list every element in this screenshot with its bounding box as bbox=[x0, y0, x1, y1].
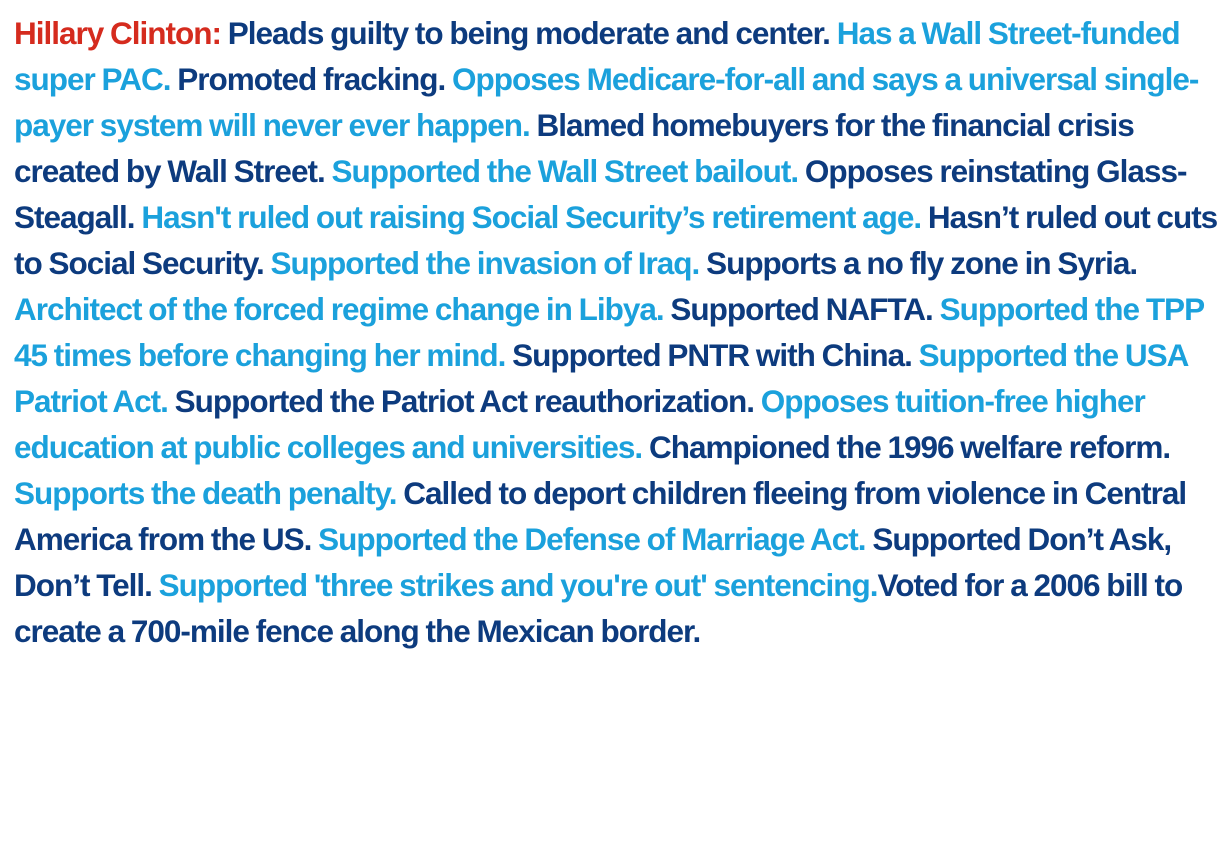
statement-nafta: Supported NAFTA. bbox=[670, 291, 933, 327]
statement-welfare-reform: Championed the 1996 welfare reform. bbox=[648, 429, 1171, 465]
statement-blamed-homebuyers: Blamed homebuyers for the financial crisis created by Wall Street. bbox=[14, 107, 1134, 189]
statement-pntr-china: Supported PNTR with China. bbox=[512, 337, 912, 373]
statement-patriot-act: Supported the USA Patriot Act. bbox=[14, 337, 1188, 419]
statement-dadt: Supported Don’t Ask, Don’t Tell. bbox=[14, 521, 1172, 603]
statement-libya-regime-change: Architect of the forced regime change in Libya. bbox=[14, 291, 664, 327]
statement-tpp: Supported the TPP 45 times before changing her mind. bbox=[14, 291, 1204, 373]
statement-medicare-for-all: Opposes Medicare-for-all and says a universal single-payer system will never ever happen. bbox=[14, 61, 1199, 143]
statement-retirement-age: Hasn't ruled out raising Social Security’s retirement age. bbox=[141, 199, 922, 235]
statements-paragraph bbox=[14, 10, 1219, 654]
statement-pleads-guilty: Pleads guilty to being moderate and center. bbox=[227, 15, 830, 51]
statement-fracking: Promoted fracking. bbox=[177, 61, 446, 97]
statement-deport-children: Called to deport children fleeing from violence in Central America from the US. bbox=[14, 475, 1187, 557]
statement-doma: Supported the Defense of Marriage Act. bbox=[318, 521, 866, 557]
statement-wall-street-bailout: Supported the Wall Street bailout. bbox=[331, 153, 799, 189]
statement-death-penalty: Supports the death penalty. bbox=[14, 475, 397, 511]
statement-syria-no-fly-zone: Supports a no fly zone in Syria. bbox=[706, 245, 1138, 281]
statement-tuition-free: Opposes tuition-free higher education at public colleges and universities. bbox=[14, 383, 1145, 465]
statement-border-fence: Voted for a 2006 bill to create a 700-mile fence along the Mexican border. bbox=[14, 567, 1183, 649]
statement-glass-steagall: Opposes reinstating Glass-Steagall. bbox=[14, 153, 1187, 235]
statement-patriot-act-reauthorization: Supported the Patriot Act reauthorization. bbox=[174, 383, 754, 419]
statement-iraq-invasion: Supported the invasion of Iraq. bbox=[270, 245, 700, 281]
statement-super-pac: Has a Wall Street-funded super PAC. bbox=[14, 15, 1180, 97]
statement-three-strikes: Supported 'three strikes and you're out' sentencing. bbox=[158, 567, 878, 603]
statement-social-security-cuts: Hasn’t ruled out cuts to Social Security. bbox=[14, 199, 1218, 281]
speaker-name: Hillary Clinton: bbox=[14, 15, 222, 51]
